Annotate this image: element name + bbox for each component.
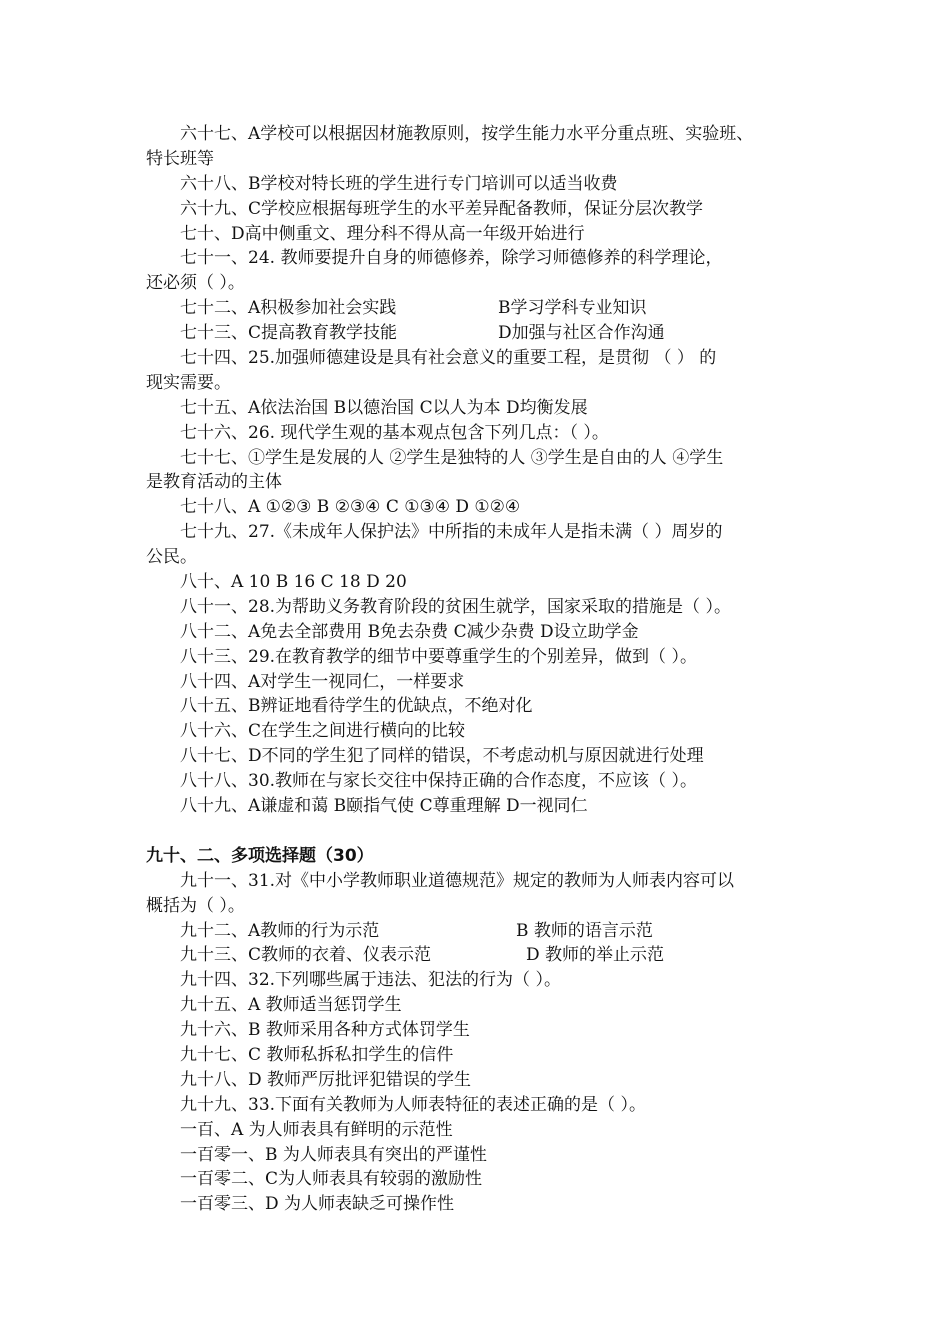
option-row (146, 919, 818, 944)
text-line: 八十八、30.教师在与家长交往中保持正确的合作态度，不应该（ ）。 (180, 771, 697, 792)
text-line: 六十七、A学校可以根据因材施教原则，按学生能力水平分重点班、实验班、 (180, 124, 754, 144)
text-line: 特长班等 (146, 148, 214, 169)
option-b-text: B 教师的语言示范 (516, 920, 653, 941)
text-line: 七十一、24. 教师要提升自身的师德修养，除学习师德修养的科学理论， (180, 248, 723, 269)
text-line: 九十一、31.对《中小学教师职业道德规范》规定的教师为人师表内容可以 (180, 870, 735, 891)
text-line: 六十九、C学校应根据每班学生的水平差异配备教师，保证分层次教学 (180, 198, 704, 219)
option-row (146, 943, 818, 968)
option-d-text: D加强与社区合作沟通 (498, 323, 665, 344)
text-line: 是教育活动的主体 (146, 472, 282, 493)
text-line: 八十二、A免去全部费用 B免去杂费 C减少杂费 D设立助学金 (180, 621, 639, 642)
option-c-text: 九十三、C教师的衣着、仪表示范 (180, 945, 432, 966)
section-heading: 九十、二、多项选择题（30） (146, 845, 374, 866)
text-line: 一百零三、D 为人师表缺乏可操作性 (180, 1194, 455, 1215)
option-row (146, 296, 818, 321)
text-line: 八十五、B辨证地看待学生的优缺点，不绝对化 (180, 696, 533, 717)
text-line: 九十八、D 教师严厉批评犯错误的学生 (180, 1069, 472, 1090)
option-b-text: B学习学科专业知识 (498, 298, 647, 319)
option-a-text: 七十二、A积极参加社会实践 (180, 298, 397, 319)
text-line: 七十七、①学生是发展的人 ②学生是独特的人 ③学生是自由的人 ④学生 (180, 447, 724, 468)
text-line: 八十三、29.在教育教学的细节中要尊重学生的个别差异，做到（ ）。 (180, 646, 697, 667)
option-d-text: D 教师的举止示范 (526, 945, 665, 966)
text-line: 七十四、25.加强师德建设是具有社会意义的重要工程，是贯彻 （ ） 的 (180, 348, 717, 369)
text-line: 一百、A 为人师表具有鲜明的示范性 (180, 1119, 453, 1140)
text-line: 八十九、A谦虚和蔼 B颐指气使 C尊重理解 D一视同仁 (180, 796, 588, 817)
text-line: 公民。 (146, 547, 197, 568)
text-line: 一百零一、B 为人师表具有突出的严谨性 (180, 1144, 487, 1165)
text-line: 七十五、A依法治国 B以德治国 C以人为本 D均衡发展 (180, 397, 588, 418)
text-line: 九十四、32.下列哪些属于违法、犯法的行为（ ）。 (180, 970, 561, 991)
text-line: 概括为（ ）。 (146, 895, 245, 916)
text-line: 七十六、26. 现代学生观的基本观点包含下列几点：（ ）。 (180, 422, 609, 443)
text-line: 八十、A 10 B 16 C 18 D 20 (180, 572, 407, 593)
text-line: 八十四、A对学生一视同仁，一样要求 (180, 671, 465, 692)
text-line: 八十六、C在学生之间进行横向的比较 (180, 721, 466, 742)
text-line: 九十九、33.下面有关教师为人师表特征的表述正确的是（ ）。 (180, 1094, 646, 1115)
text-line: 八十七、D不同的学生犯了同样的错误，不考虑动机与原因就进行处理 (180, 746, 704, 767)
text-line: 九十五、A 教师适当惩罚学生 (180, 995, 402, 1016)
text-line: 现实需要。 (146, 372, 231, 393)
text-line: 八十一、28.为帮助义务教育阶段的贫困生就学，国家采取的措施是（ ）。 (180, 596, 731, 617)
text-line: 一百零二、C为人师表具有较弱的激励性 (180, 1169, 483, 1190)
text-line: 七十、D高中侧重文、理分科不得从高一年级开始进行 (180, 223, 585, 244)
text-line: 六十八、B学校对特长班的学生进行专门培训可以适当收费 (180, 173, 618, 194)
option-c-text: 七十三、C提高教育教学技能 (180, 323, 398, 344)
text-line: 九十七、C 教师私拆私扣学生的信件 (180, 1044, 454, 1065)
option-a-text: 九十二、A教师的行为示范 (180, 920, 380, 941)
option-row (146, 321, 818, 346)
blank-line (146, 819, 818, 844)
text-line: 七十九、27.《未成年人保护法》中所指的未成年人是指未满（ ）周岁的 (180, 522, 723, 543)
text-line: 七十八、A ①②③ B ②③④ C ①③④ D ①②④ (180, 497, 521, 518)
document-body (146, 122, 818, 1217)
text-line: 还必须（ ）。 (146, 273, 245, 294)
text-line: 九十六、B 教师采用各种方式体罚学生 (180, 1020, 470, 1041)
